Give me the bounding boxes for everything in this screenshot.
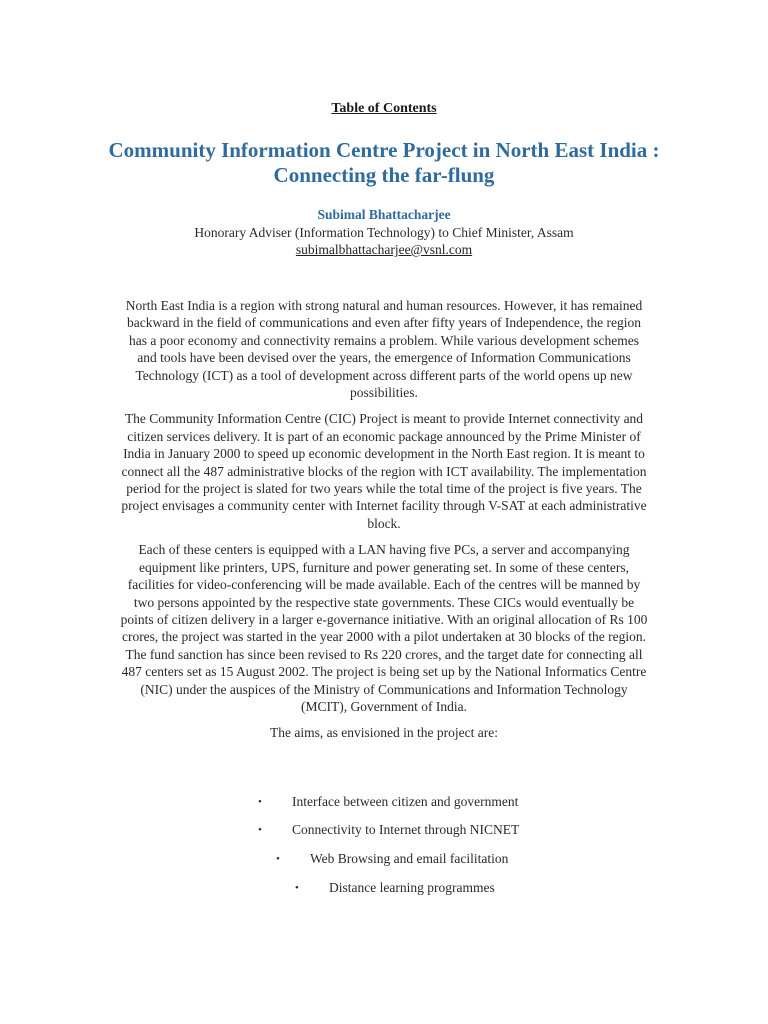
bullet-icon: • [276,853,280,865]
bullet-icon: • [258,796,262,808]
author-block [0,206,768,259]
list-item-text: Distance learning programmes [329,880,495,895]
paragraph: The Community Information Centre (CIC) Project is meant to provide Internet connectivity and citizen services delivery. It is part of an economic package announced by the Prime Minister of India in January 2000 to speed up economic development in the North East region. It is meant to connect all the 487 administrative blocks of the region with ICT availability. The implementation period for the project is slated for two years while the total time of the project is five years. The project envisages a community center with Internet facility through V-SAT at each administrative block. [121,411,647,531]
article-body [120,297,648,751]
document-title: Community Information Centre Project in North East India : Connecting the far-flung [108,138,660,187]
aims-intro: The aims, as envisioned in the project are: [270,725,498,741]
list-item-text: Web Browsing and email facilitation [310,851,509,866]
list-item-text: Connectivity to Internet through NICNET [292,822,520,837]
bullet-icon: • [258,824,262,836]
list-item-text: Interface between citizen and government [292,794,519,809]
list-item [276,851,508,867]
list-item [258,794,518,810]
paragraph: North East India is a region with strong natural and human resources. However, it has remained backward in the field of communications and even after fifty years of Independence, the region has a poor economy and connectivity remains a problem. While various development schemes and tools have been devised over the years, the emergence of Information Communications Technology (ICT) as a tool of development across different parts of the world opens up new possibilities. [125,298,643,401]
author-email-link[interactable]: subimalbhattacharjee@vsnl.com [295,242,473,257]
author-name: Subimal Bhattacharjee [317,207,451,222]
list-item [295,880,495,896]
list-item [258,822,519,838]
author-role: Honorary Adviser (Information Technology) to Chief Minister, Assam [194,224,574,240]
paragraph: Each of these centers is equipped with a LAN having five PCs, a server and accompanying equipment like printers, UPS, furniture and power generating set. In some of these centers, facilities for video-conferencing will be made available. Each of the centres will be manned by two persons appointed by the respective state governments. These CICs would eventually be points of citizen delivery in a larger e-governance initiative. With an original allocation of Rs 100 crores, the project was started in the year 2000 with a pilot undertaken at 30 blocks of the region. The fund sanction has since been revised to Rs 220 crores, and the target date for connecting all 487 centers set as 15 August 2002. The project is being set up by the National Informatics Centre (NIC) under the auspices of the Ministry of Communications and Information Technology (MCIT), Government of India. [120,542,648,714]
bullet-icon: • [295,882,299,894]
table-of-contents-link[interactable]: Table of Contents [331,101,437,116]
